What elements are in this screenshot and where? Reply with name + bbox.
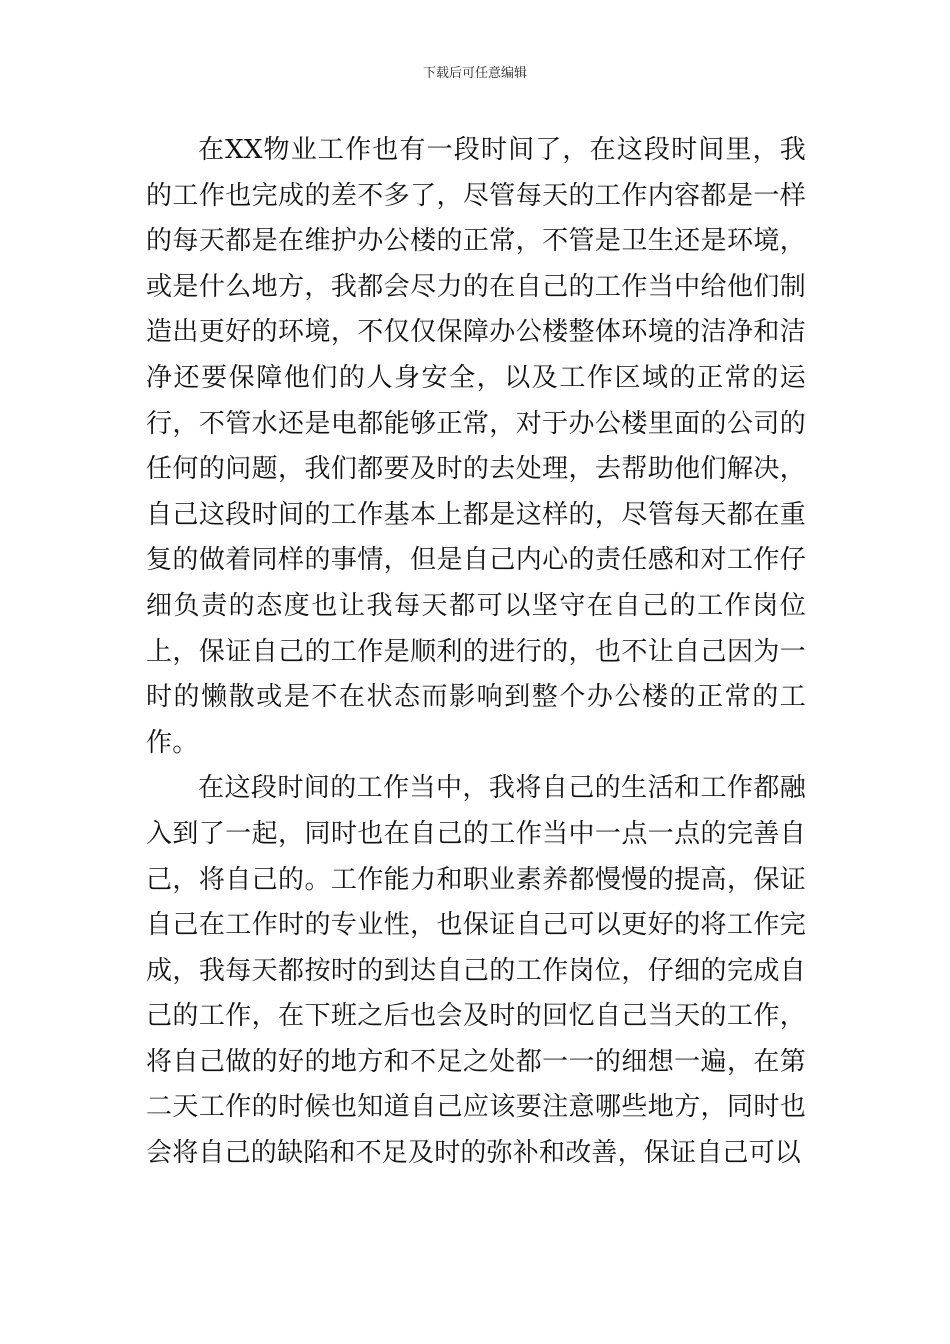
- document-body: [146, 128, 806, 1177]
- paragraph-2: 在这段时间的工作当中，我将自己的生活和工作都融入到了一起，同时也在自己的工作当中一点一点的完善自己，将自己的。工作能力和职业素养都慢慢的提高，保证自己在工作时的专业性，也保证自己可以更好的将工作完成，我每天都按时的到达自己的工作岗位，仔细的完成自己的工作，在下班之后也会及时的回忆自己当天的工作，将自己做的好的地方和不足之处都一一的细想一遍，在第二天工作的时候也知道自己应该要注意哪些地方，同时也会将自己的缺陷和不足及时的弥补和改善，保证自己可以: [146, 773, 806, 1169]
- page-header: 下载后可任意编辑: [422, 66, 527, 81]
- paragraph-1: 在XX物业工作也有一段时间了，在这段时间里，我的工作也完成的差不多了，尽管每天的工作内容都是一样的每天都是在维护办公楼的正常，不管是卫生还是环境，或是什么地方，我都会尽力的在自己的工作当中给他们制造出更好的环境，不仅仅保障办公楼整体环境的洁净和洁净还要保障他们的人身安全，以及工作区域的正常的运行，不管水还是电都能够正常，对于办公楼里面的公司的任何的问题，我们都要及时的去处理，去帮助他们解决，自己这段时间的工作基本上都是这样的，尽管每天都在重复的做着同样的事情，但是自己内心的责任感和对工作仔细负责的态度也让我每天都可以坚守在自己的工作岗位上，保证自己的工作是顺利的进行的，也不让自己因为一时的懒散或是不在状态而影响到整个办公楼的正常的工作。: [146, 135, 806, 758]
